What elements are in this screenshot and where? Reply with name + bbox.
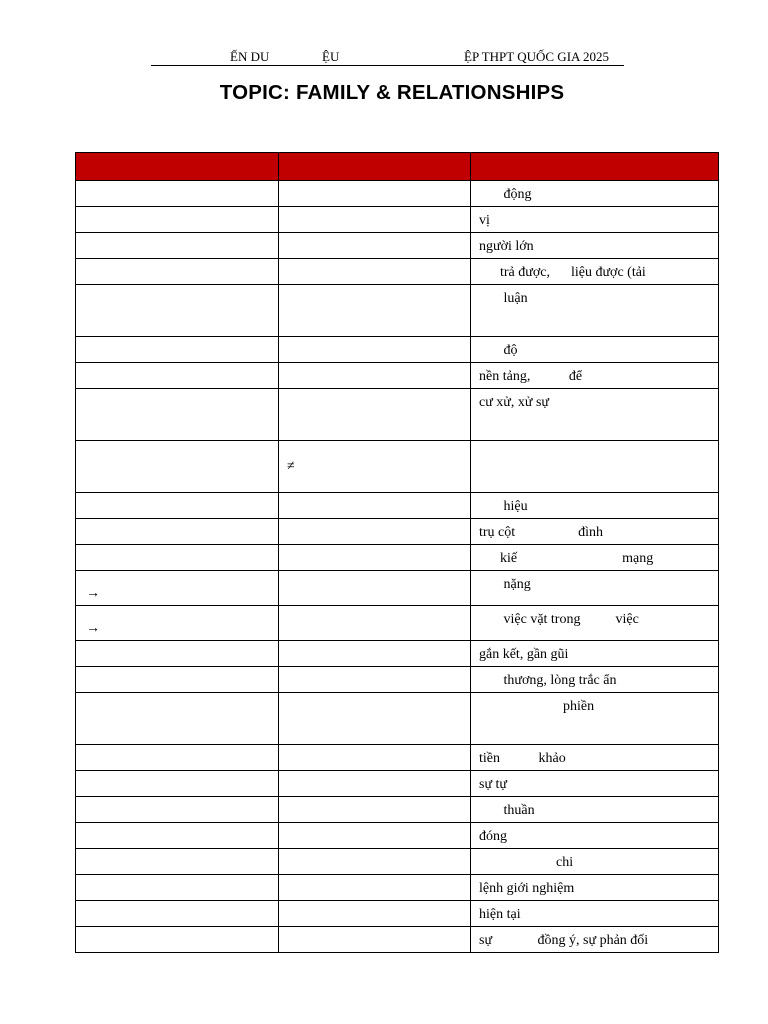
word-cell	[76, 389, 279, 441]
word-cell	[76, 849, 279, 875]
header-middle-text: ỆU	[322, 49, 340, 64]
meaning-cell: gắn kết, gần gũi	[471, 641, 719, 667]
word-cell	[76, 363, 279, 389]
word-type-cell	[279, 389, 471, 441]
meaning-cell: độ	[471, 337, 719, 363]
word-type-cell	[279, 181, 471, 207]
meaning-cell: thuần	[471, 797, 719, 823]
table-row	[76, 849, 719, 875]
header-cell-meaning	[471, 153, 719, 181]
word-cell	[76, 233, 279, 259]
word-type-cell	[279, 901, 471, 927]
meaning-cell	[471, 441, 719, 493]
word-type-cell	[279, 771, 471, 797]
meaning-cell: phiền	[471, 693, 719, 745]
word-cell	[76, 901, 279, 927]
page-title: TOPIC: FAMILY & RELATIONSHIPS	[219, 81, 565, 104]
meaning-cell: động	[471, 181, 719, 207]
meaning-cell: hiệu	[471, 493, 719, 519]
table-row	[76, 823, 719, 849]
word-type-cell	[279, 519, 471, 545]
word-type-cell	[279, 667, 471, 693]
word-cell	[76, 641, 279, 667]
table-row	[76, 927, 719, 953]
word-type-cell	[279, 571, 471, 606]
header-left-text: ẾN DU	[230, 49, 270, 64]
table-row	[76, 181, 719, 207]
meaning-cell: trả được, liệu được (tải	[471, 259, 719, 285]
word-cell	[76, 693, 279, 745]
table-row	[76, 693, 719, 745]
word-type-cell	[279, 927, 471, 953]
table-row	[76, 901, 719, 927]
word-cell	[76, 771, 279, 797]
page-header	[151, 49, 624, 66]
meaning-cell: thương, lòng trắc ẩn	[471, 667, 719, 693]
word-type-cell	[279, 545, 471, 571]
word-cell	[76, 493, 279, 519]
meaning-cell: hiện tại	[471, 901, 719, 927]
arrow-right-icon: →	[86, 621, 100, 636]
word-type-cell	[279, 606, 471, 641]
table-row	[76, 285, 719, 337]
meaning-cell: chi	[471, 849, 719, 875]
meaning-cell: nền tảng, để	[471, 363, 719, 389]
word-type-cell	[279, 207, 471, 233]
word-cell	[76, 927, 279, 953]
meaning-cell: sự tự	[471, 771, 719, 797]
word-cell	[76, 441, 279, 493]
word-cell	[76, 519, 279, 545]
table-row	[76, 233, 719, 259]
meaning-cell: luận	[471, 285, 719, 337]
meaning-cell: vị	[471, 207, 719, 233]
table-row	[76, 771, 719, 797]
meaning-cell: cư xử, xử sự	[471, 389, 719, 441]
table-row	[76, 441, 719, 493]
table-body	[76, 181, 719, 953]
table-header-row	[76, 153, 719, 181]
header-cell-word	[76, 153, 279, 181]
word-type-cell	[279, 875, 471, 901]
word-type-cell	[279, 441, 471, 493]
table-row	[76, 745, 719, 771]
word-cell	[76, 823, 279, 849]
table-row	[76, 363, 719, 389]
vocabulary-table	[75, 152, 719, 953]
word-cell	[76, 337, 279, 363]
word-cell	[76, 181, 279, 207]
word-cell	[76, 207, 279, 233]
table-row	[76, 259, 719, 285]
table-row	[76, 875, 719, 901]
meaning-cell: trụ cột đình	[471, 519, 719, 545]
word-type-cell	[279, 233, 471, 259]
word-cell	[76, 797, 279, 823]
word-cell	[76, 667, 279, 693]
table-row	[76, 797, 719, 823]
word-cell	[76, 259, 279, 285]
word-type-cell	[279, 285, 471, 337]
table-row	[76, 207, 719, 233]
meaning-cell: đóng	[471, 823, 719, 849]
table-row	[76, 545, 719, 571]
header-cell-type	[279, 153, 471, 181]
table-row	[76, 337, 719, 363]
word-type-cell	[279, 693, 471, 745]
table-row	[76, 571, 719, 606]
meaning-cell: người lớn	[471, 233, 719, 259]
not-equal-icon: ≠	[287, 459, 295, 474]
word-type-cell	[279, 797, 471, 823]
word-cell	[76, 285, 279, 337]
word-cell	[76, 545, 279, 571]
table-row	[76, 389, 719, 441]
table-row	[76, 606, 719, 641]
table-row	[76, 667, 719, 693]
word-type-cell	[279, 849, 471, 875]
word-type-cell	[279, 641, 471, 667]
table-row	[76, 641, 719, 667]
word-type-cell	[279, 363, 471, 389]
meaning-cell: việc vặt trong việc	[471, 606, 719, 641]
word-type-cell	[279, 259, 471, 285]
arrow-right-icon: →	[86, 586, 100, 601]
word-cell	[76, 606, 279, 641]
word-type-cell	[279, 745, 471, 771]
word-cell	[76, 875, 279, 901]
meaning-cell: lệnh giới nghiệm	[471, 875, 719, 901]
word-type-cell	[279, 823, 471, 849]
table-row	[76, 493, 719, 519]
word-cell	[76, 745, 279, 771]
word-type-cell	[279, 493, 471, 519]
word-type-cell	[279, 337, 471, 363]
meaning-cell: nặng	[471, 571, 719, 606]
table-row	[76, 519, 719, 545]
header-right-text: ỆP THPT QUỐC GIA 2025	[464, 49, 609, 64]
meaning-cell: kiế mạng	[471, 545, 719, 571]
word-cell	[76, 571, 279, 606]
meaning-cell: tiền khảo	[471, 745, 719, 771]
meaning-cell: sự đồng ý, sự phản đối	[471, 927, 719, 953]
